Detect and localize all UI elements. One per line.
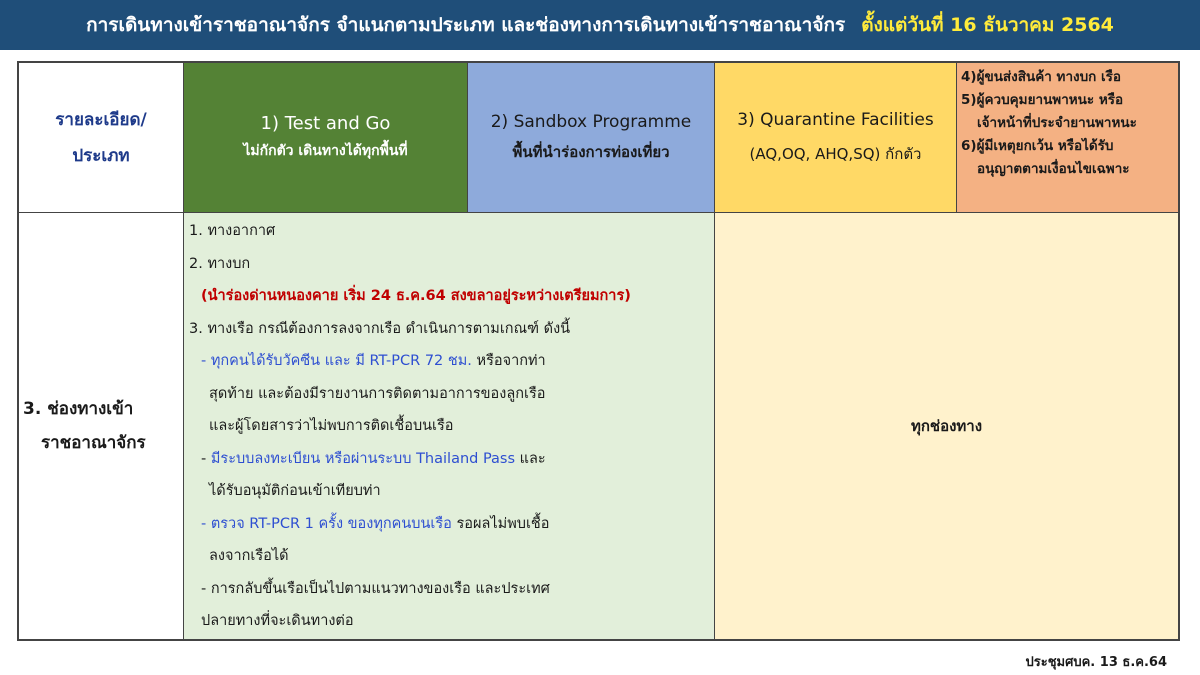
sea-criterion-2-rest: และ xyxy=(515,450,546,467)
sandbox-subtitle: พื้นที่นำร่องการท่องเที่ยว xyxy=(512,142,670,161)
sea-criterion-1-cont2: และผู้โดยสารว่าไม่พบการติดเชื้อบนเรือ xyxy=(209,418,454,434)
sea-criterion-2-highlight: มีระบบลงทะเบียน หรือผ่านระบบ Thailand Pass xyxy=(210,450,516,467)
row-label-line2: ราชอาณาจักร xyxy=(41,433,146,453)
sea-criterion-1-rest: หรือจากท่า xyxy=(471,353,546,369)
channels-content-cell xyxy=(184,213,715,639)
header-sandbox xyxy=(468,63,715,213)
quarantine-subtitle: (AQ,OQ, AHQ,SQ) กักตัว xyxy=(749,144,922,163)
other-line-2: 5)ผู้ควบคุมยานพาหนะ หรือ xyxy=(961,92,1124,108)
page-header xyxy=(0,0,1200,50)
header-test-and-go xyxy=(184,63,468,213)
sea-criterion-2-cont: ได้รับอนุมัติก่อนเข้าเทียบท่า xyxy=(209,483,381,499)
sea-criterion-1-highlight: - ทุกคนได้รับวัคซีน และ มี RT-PCR 72 ชม. xyxy=(201,353,472,369)
test-and-go-subtitle: ไม่กักตัว เดินทางได้ทุกพื้นที่ xyxy=(243,143,408,159)
all-channels-text: ทุกช่องทาง xyxy=(910,417,983,435)
effective-date: ตั้งแต่วันที่ 16 ธันวาคม 2564 xyxy=(861,14,1114,36)
other-line-5: อนุญาตตามเงื่อนไขเฉพาะ xyxy=(977,161,1130,177)
corner-label-cell xyxy=(19,63,184,213)
corner-label-line2: ประเภท xyxy=(72,145,130,166)
channel-land: 2. ทางบก xyxy=(189,255,251,272)
other-line-1: 4)ผู้ขนส่งสินค้า ทางบก เรือ xyxy=(961,69,1122,85)
all-channels-cell xyxy=(715,213,1178,639)
sea-criterion-1-cont1: สุดท้าย และต้องมีรายงานการติดตามอาการของลูกเรือ xyxy=(209,385,546,402)
row-label-cell xyxy=(19,213,184,639)
other-line-3: เจ้าหน้าที่ประจำยานพาหนะ xyxy=(977,115,1137,131)
sea-criterion-3 xyxy=(189,508,714,541)
header-other-types xyxy=(957,63,1178,213)
test-and-go-title: 1) Test and Go xyxy=(260,113,391,134)
corner-label-line1: รายละเอียด/ xyxy=(55,109,147,130)
sandbox-title: 2) Sandbox Programme xyxy=(490,111,692,132)
sea-criterion-4: - การกลับขึ้นเรือเป็นไปตามแนวทางของเรือ และประเทศ xyxy=(201,580,550,597)
land-pilot-note: (นำร่องด่านหนองคาย เริ่ม 24 ธ.ค.64 สงขลาอยู่ระหว่างเตรียมการ) xyxy=(201,288,631,304)
sea-criterion-2 xyxy=(189,443,714,476)
sea-criterion-3-rest: รอผลไม่พบเชื้อ xyxy=(451,515,550,532)
entry-table xyxy=(17,61,1180,641)
sea-criterion-2-dash: - xyxy=(201,450,211,467)
sea-criterion-1 xyxy=(189,345,714,378)
sea-criterion-3-cont: ลงจากเรือได้ xyxy=(209,548,289,564)
channel-air: 1. ทางอากาศ xyxy=(189,223,276,239)
quarantine-title: 3) Quarantine Facilities xyxy=(737,109,934,130)
header-quarantine xyxy=(715,63,957,213)
channel-sea: 3. ทางเรือ กรณีต้องการลงจากเรือ ดำเนินการตามเกณฑ์ ดังนี้ xyxy=(189,320,571,337)
sea-criterion-4-cont: ปลายทางที่จะเดินทางต่อ xyxy=(201,613,354,629)
other-line-4: 6)ผู้มีเหตุยกเว้น หรือได้รับ xyxy=(961,138,1114,154)
sea-criterion-3-highlight: - ตรวจ RT-PCR 1 ครั้ง ของทุกคนบนเรือ xyxy=(201,515,452,532)
footer-note: ประชุมศบค. 13 ธ.ค.64 xyxy=(1025,655,1167,670)
page-title: การเดินทางเข้าราชอาณาจักร จำแนกตามประเภท และช่องทางการเดินทางเข้าราชอาณาจักร xyxy=(86,14,846,36)
row-label-line1: 3. ช่องทางเข้า xyxy=(23,399,134,419)
